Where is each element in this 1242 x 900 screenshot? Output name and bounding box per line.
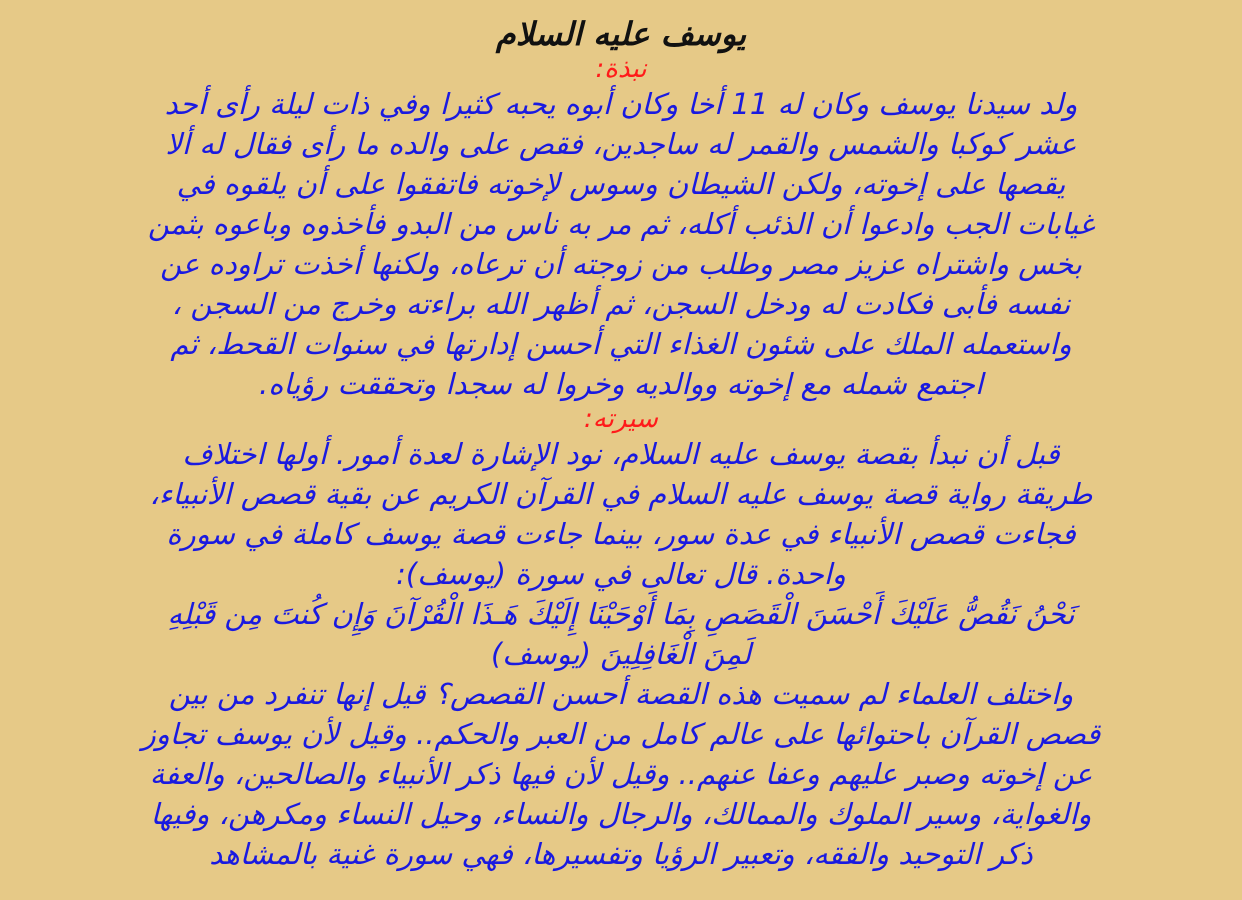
- discussion-line: واختلف العلماء لم سميت هذه القصة أحسن القصص؟ قيل إنها تنفرد من بين: [168, 677, 1074, 711]
- discussion-line: عن إخوته وصبر عليهم وعفا عنهم.. وقيل لأن فيها ذكر الأنبياء والصالحين، والعفة: [149, 757, 1093, 791]
- summary-line: بخس واشتراه عزيز مصر وطلب من زوجته أن ترعاه، ولكنها أخذت تراوده عن: [160, 247, 1082, 281]
- biography-line: فجاءت قصص الأنبياء في عدة سور، بينما جاءت قصة يوسف كاملة في سورة: [166, 517, 1076, 551]
- summary-line: واستعمله الملك على شئون الغذاء التي أحسن إدارتها في سنوات القحط، ثم: [170, 327, 1072, 361]
- quran-verse-line: لَمِنَ الْغَافِلِينَ (يوسف): [490, 637, 752, 671]
- section-heading-biography: سيرته:: [584, 404, 658, 434]
- summary-line: نفسه فأبى فكادت له ودخل السجن، ثم أظهر الله براءته وخرج من السجن ،: [171, 287, 1071, 321]
- summary-line: اجتمع شمله مع إخوته ووالديه وخروا له سجدا وتحققت رؤياه.: [258, 367, 984, 401]
- section-heading-summary: نبذة:: [595, 54, 647, 84]
- summary-paragraph: [18, 84, 1224, 404]
- summary-line: عشر كوكبا والشمس والقمر له ساجدين، فقص على والده ما رأى فقال له ألا: [165, 127, 1077, 161]
- biography-paragraph: [18, 434, 1224, 594]
- discussion-line: قصص القرآن باحتوائها على عالم كامل من العبر والحكم.. وقيل لأن يوسف تجاوز: [141, 717, 1101, 751]
- biography-line: قبل أن نبدأ بقصة يوسف عليه السلام، نود الإشارة لعدة أمور. أولها اختلاف: [182, 437, 1060, 471]
- summary-line: يقصها على إخوته، ولكن الشيطان وسوس لإخوته فاتفقوا على أن يلقوه في: [176, 167, 1066, 201]
- discussion-line: ذكر التوحيد والفقه، وتعبير الرؤيا وتفسيرها، فهي سورة غنية بالمشاهد: [209, 837, 1033, 871]
- discussion-line: والغواية، وسير الملوك والممالك، والرجال والنساء، وحيل النساء ومكرهن، وفيها: [150, 797, 1092, 831]
- summary-line: غيابات الجب وادعوا أن الذئب أكله، ثم مر به ناس من البدو فأخذوه وباعوه بثمن: [147, 207, 1095, 241]
- page-title: يوسف عليه السلام: [495, 15, 747, 53]
- quran-verse: [18, 594, 1224, 674]
- biography-line: واحدة. قال تعالى في سورة (يوسف):: [396, 557, 846, 591]
- biography-line: طريقة رواية قصة يوسف عليه السلام في القرآن الكريم عن بقية قصص الأنبياء،: [149, 477, 1093, 511]
- summary-line: ولد سيدنا يوسف وكان له 11 أخا وكان أبوه يحبه كثيرا وفي ذات ليلة رأى أحد: [164, 87, 1078, 121]
- discussion-paragraph: [18, 674, 1224, 874]
- quran-verse-line: نَحْنُ نَقُصُّ عَلَيْكَ أَحْسَنَ الْقَصَصِ بِمَا أَوْحَيْنَا إِلَيْكَ هَـذَا الْقُرْآنَ وَإِن كُنتَ مِن قَبْلِهِ: [167, 597, 1075, 631]
